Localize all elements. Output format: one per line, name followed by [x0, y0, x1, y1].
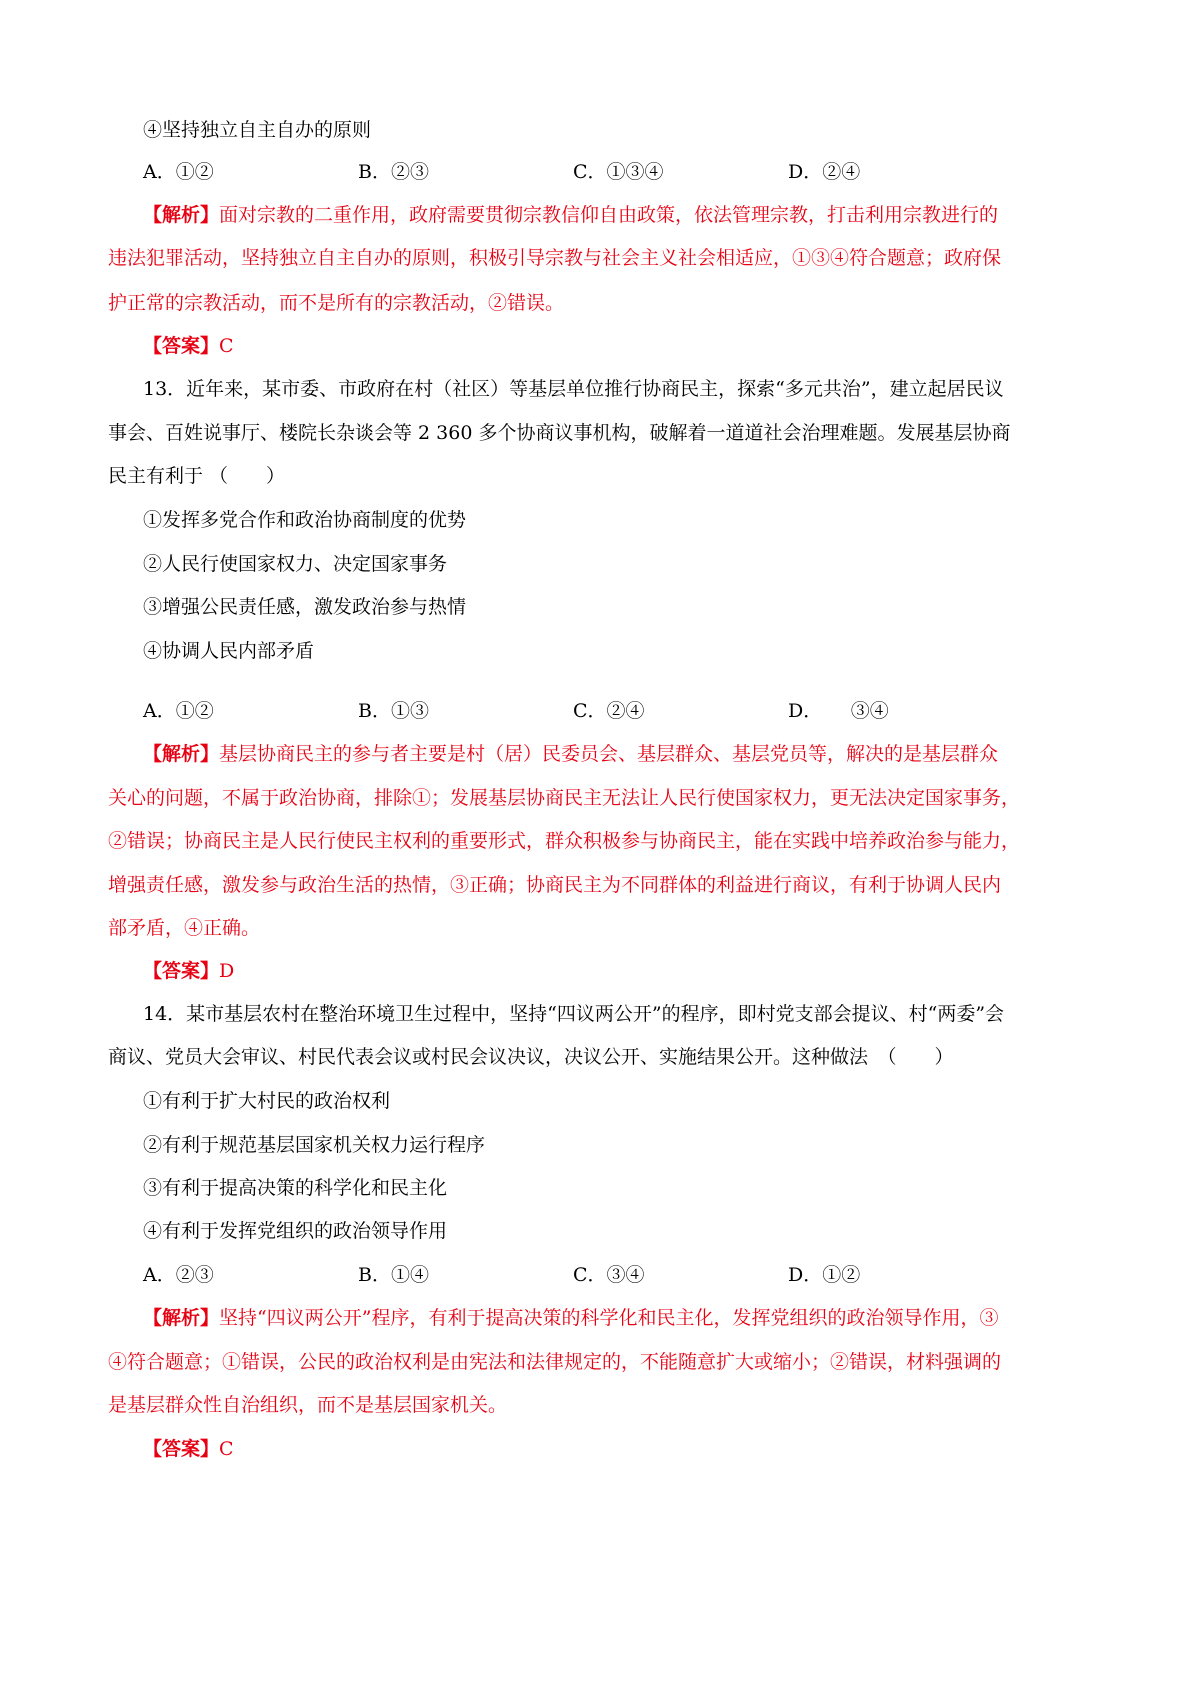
q12-answer-value: C: [219, 335, 234, 357]
q14-option-b: B．①④: [358, 1264, 429, 1286]
q14-answer: [143, 1436, 234, 1462]
q14-answer-value: C: [219, 1438, 234, 1460]
q14-statement-2: ②有利于规范基层国家机关权力运行程序: [143, 1134, 486, 1156]
q14-analysis-line-2: ④符合题意；①错误，公民的政治权利是由宪法和法律规定的，不能随意扩大或缩小；②错误，材料强调的: [108, 1351, 1002, 1373]
q12-analysis-line-2: 违法犯罪活动，坚持独立自主自办的原则，积极引导宗教与社会主义社会相适应，①③④符合题意；政府保: [108, 247, 1002, 269]
q13-analysis-line-4: 增强责任感，激发参与政治生活的热情，③正确；协商民主为不同群体的利益进行商议，有利于协调人民内: [108, 874, 1002, 896]
q12-answer-tag: 【答案】: [143, 335, 220, 357]
q14-stem-line-1: 14．某市基层农村在整治环境卫生过程中，坚持“四议两公开”的程序，即村党支部会提议、村“两委”会: [143, 1003, 1005, 1025]
q14-statement-1: ①有利于扩大村民的政治权利: [143, 1090, 391, 1112]
q12-analysis-text-1: 面对宗教的二重作用，政府需要贯彻宗教信仰自由政策，依法管理宗教，打击利用宗教进行的: [219, 204, 999, 226]
q12-option-d: D．②④: [788, 161, 861, 183]
q13-statement-1: ①发挥多党合作和政治协商制度的优势: [143, 509, 467, 531]
q14-analysis-text-1: 坚持“四议两公开”程序，有利于提高决策的科学化和民主化，发挥党组织的政治领导作用，③: [219, 1307, 999, 1329]
q13-stem-line-3: 民主有利于 （ ）: [108, 465, 286, 487]
q14-analysis-tag: 【解析】: [143, 1307, 220, 1329]
q14-stem-line-2: 商议、党员大会审议、村民代表会议或村民会议决议，决议公开、实施结果公开。这种做法 （ ）: [108, 1046, 954, 1068]
q13-option-a: A．①②: [143, 700, 214, 722]
q14-answer-tag: 【答案】: [143, 1438, 220, 1460]
q12-answer: [143, 333, 234, 359]
q13-stem-line-1: 13．近年来，某市委、市政府在村（社区）等基层单位推行协商民主，探索“多元共治”，建立起居民议: [143, 378, 1004, 400]
q13-analysis-line-1: [143, 741, 998, 767]
q13-statement-4: ④协调人民内部矛盾: [143, 640, 315, 662]
q14-option-d: D．①②: [788, 1264, 861, 1286]
q13-answer: [143, 958, 234, 984]
q12-analysis-line-3: 护正常的宗教活动，而不是所有的宗教活动，②错误。: [108, 292, 565, 314]
q14-option-a: A．②③: [143, 1264, 214, 1286]
q13-option-d: D． ③④: [788, 700, 889, 722]
q13-analysis-text-1: 基层协商民主的参与者主要是村（居）民委员会、基层群众、基层党员等，解决的是基层群众: [219, 743, 999, 765]
q13-answer-value: D: [219, 960, 235, 982]
q13-analysis-line-2: 关心的问题，不属于政治协商，排除①；发展基层协商民主无法让人民行使国家权力，更无法决定国家事务，: [108, 787, 1021, 809]
q14-statement-4: ④有利于发挥党组织的政治领导作用: [143, 1220, 448, 1242]
q13-answer-tag: 【答案】: [143, 960, 220, 982]
q13-option-b: B．①③: [358, 700, 429, 722]
q12-option-c: C．①③④: [573, 161, 664, 183]
q13-statement-3: ③增强公民责任感，激发政治参与热情: [143, 596, 467, 618]
q12-analysis-line-1: [143, 202, 998, 228]
q13-analysis-line-5: 部矛盾，④正确。: [108, 917, 261, 939]
q14-analysis-line-1: [143, 1305, 998, 1331]
q13-analysis-line-3: ②错误；协商民主是人民行使民主权利的重要形式，群众积极参与协商民主，能在实践中培养政治参与能力，: [108, 830, 1021, 852]
q13-stem-line-2: 事会、百姓说事厅、楼院长杂谈会等 2 360 多个协商议事机构，破解着一道道社会治理难题。发展基层协商: [108, 422, 1011, 444]
q12-statement-4: ④坚持独立自主自办的原则: [143, 119, 372, 141]
q12-analysis-tag: 【解析】: [143, 204, 220, 226]
q12-option-b: B．②③: [358, 161, 429, 183]
q12-option-a: A．①②: [143, 161, 214, 183]
q14-statement-3: ③有利于提高决策的科学化和民主化: [143, 1177, 448, 1199]
q14-option-c: C．③④: [573, 1264, 645, 1286]
q13-option-c: C．②④: [573, 700, 645, 722]
q13-statement-2: ②人民行使国家权力、决定国家事务: [143, 553, 448, 575]
q13-analysis-tag: 【解析】: [143, 743, 220, 765]
q14-analysis-line-3: 是基层群众性自治组织，而不是基层国家机关。: [108, 1394, 508, 1416]
